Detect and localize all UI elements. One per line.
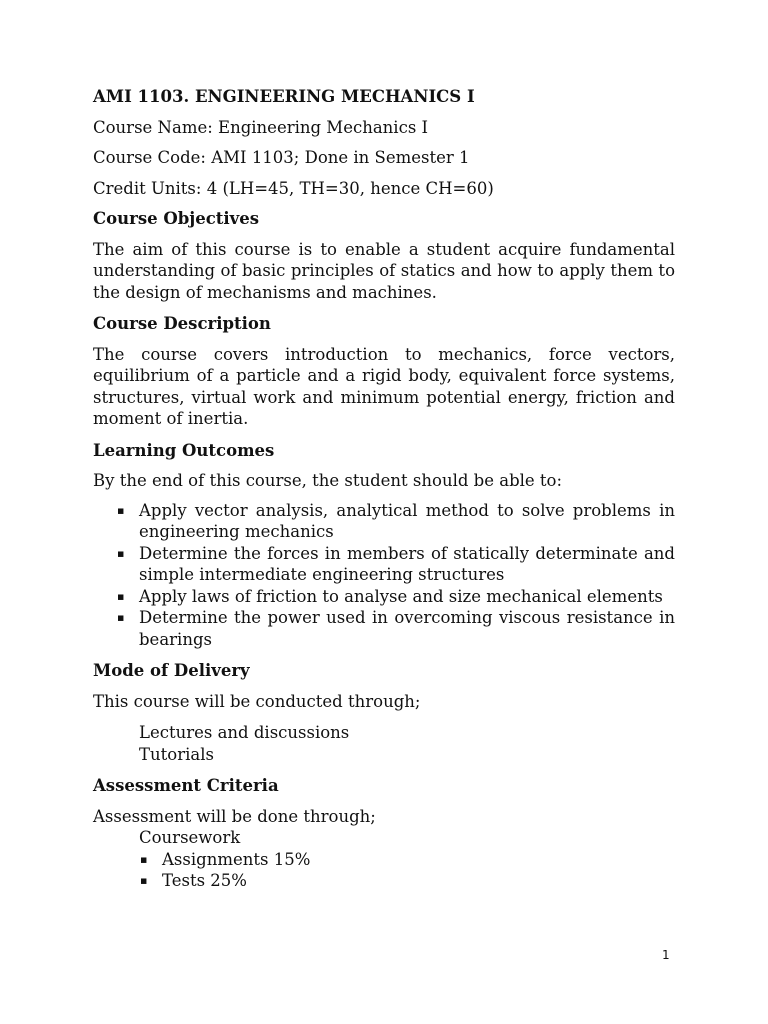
bullet-icon: ▪	[117, 589, 125, 603]
list-item: ▪ Assignments 15%	[140, 849, 311, 869]
outcomes-heading: Learning Outcomes	[93, 440, 275, 460]
assessment-heading: Assessment Criteria	[93, 776, 279, 795]
objectives-text: The aim of this course is to enable a student acquire fundamental understanding of basic principles of statics and how to apply them to the design of mechanisms and machines.	[93, 239, 675, 302]
delivery-intro: This course will be conducted through;	[93, 691, 421, 711]
bullet-icon: ▪	[140, 874, 148, 887]
bullet-icon: ▪	[140, 852, 148, 866]
coursework-label: Coursework	[139, 828, 241, 847]
list-item: Lectures and discussions	[139, 723, 350, 742]
assessment-intro: Assessment will be done through;	[93, 806, 376, 826]
course-code: Course Code: AMI 1103; Done in Semester 1	[93, 148, 470, 167]
delivery-heading: Mode of Delivery	[93, 661, 250, 680]
description-heading: Course Description	[93, 314, 271, 333]
list-item: ▪ Tests 25%	[140, 871, 247, 890]
delivery-list	[93, 722, 675, 765]
objectives-heading: Course Objectives	[93, 209, 260, 228]
outcomes-list	[93, 500, 675, 651]
bullet-icon: ▪	[117, 503, 125, 517]
course-name: Course Name: Engineering Mechanics I	[93, 117, 429, 137]
list-item: ▪ Determine the forces in members of statically determinate and simple intermediate engineering structures	[117, 543, 675, 584]
bullet-icon: ▪	[117, 611, 125, 624]
description-text: The course covers introduction to mechanics, force vectors, equilibrium of a particle and a rigid body, equivalent force systems, structures, virtual work and minimum potential energy, friction and moment of inertia.	[93, 344, 675, 428]
bullet-icon: ▪	[117, 546, 125, 560]
list-item: ▪ Apply laws of friction to analyse and size mechanical elements	[117, 586, 663, 606]
assessment-list	[93, 849, 675, 892]
outcomes-intro: By the end of this course, the student should be able to:	[93, 471, 563, 490]
course-title: AMI 1103. ENGINEERING MECHANICS I	[93, 87, 475, 106]
page-number: 1	[662, 948, 670, 962]
credit-units: Credit Units: 4 (LH=45, TH=30, hence CH=60)	[93, 178, 494, 198]
page-content	[93, 86, 675, 892]
list-item: ▪ Determine the power used in overcoming viscous resistance in bearings	[117, 608, 675, 649]
list-item: Tutorials	[139, 744, 214, 764]
list-item: ▪ Apply vector analysis, analytical method to solve problems in engineering mechanics	[117, 500, 675, 541]
